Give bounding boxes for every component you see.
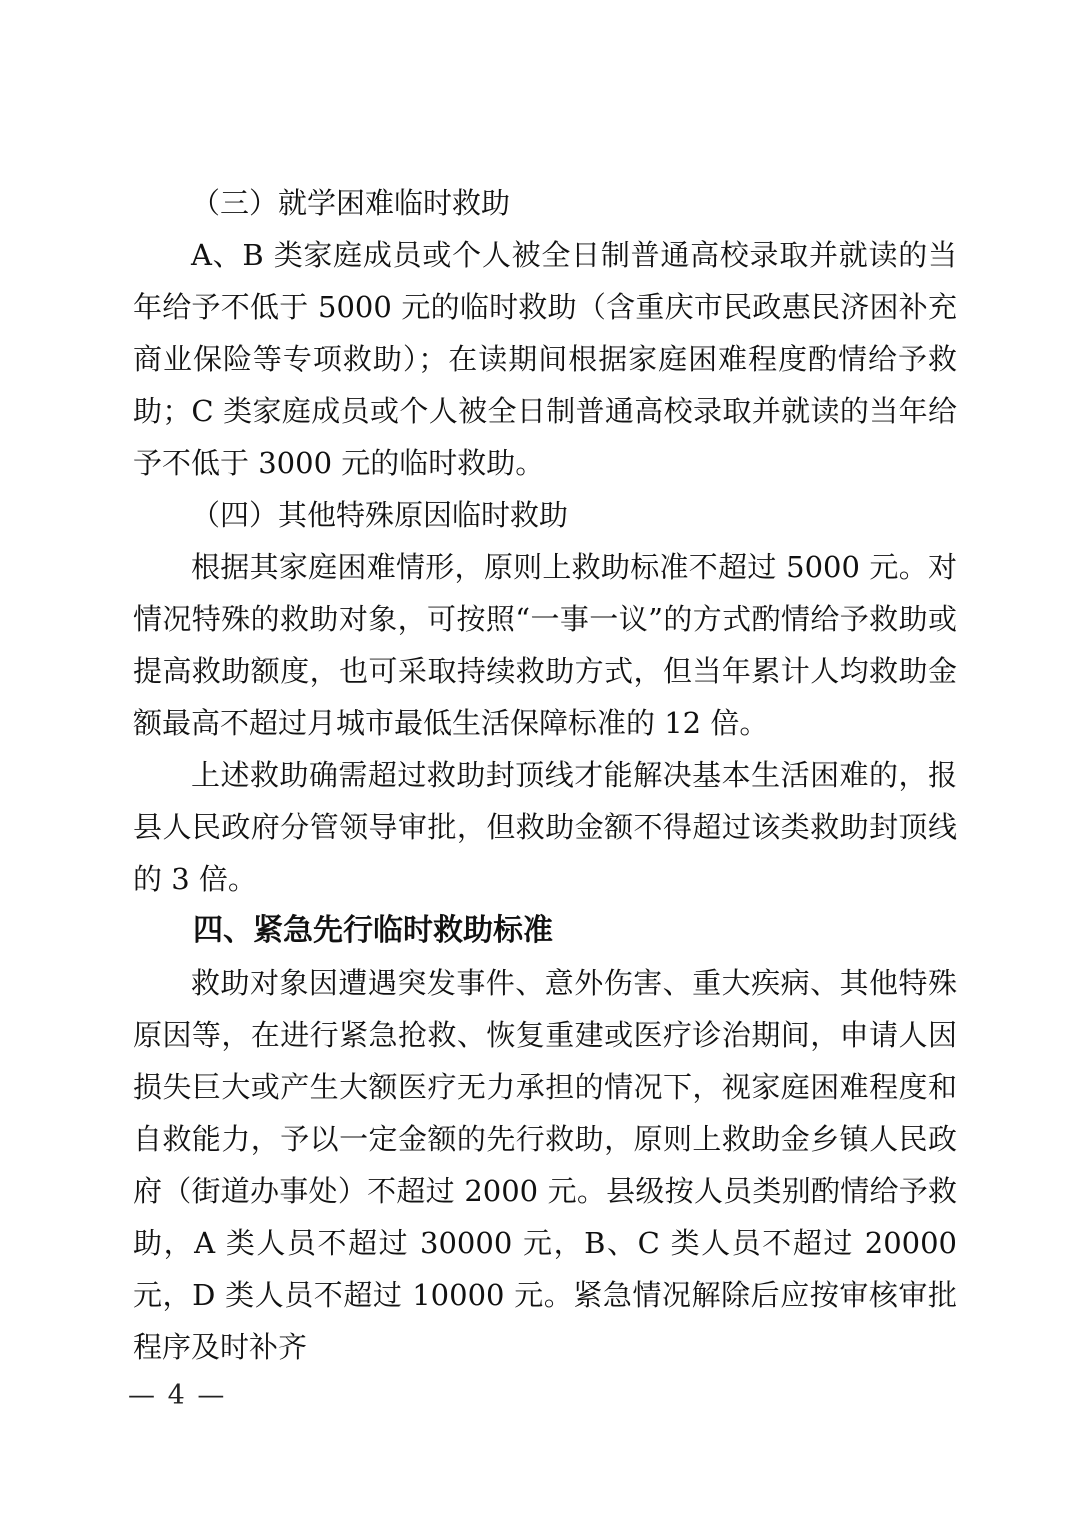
subsection-heading-education-aid: （三）就学困难临时救助 bbox=[191, 186, 511, 220]
paragraph-emergency-advance-aid-standards: 救助对象因遭遇突发事件、意外伤害、重大疾病、其他特殊原因等，在进行紧急抢救、恢复重建或医疗诊治期间，申请人因损失巨大或产生大额医疗无力承担的情况下，视家庭困难程度和自救能力，予以一定金额的先行救助，原则上救助金乡镇人民政府（街道办事处）不超过 2000 元。县级按人员类别酌情给予救助，A 类人员不超过 30000 元，B、C 类人员不超过 20000 元，D 类人员不超过 10000 元。紧急情况解除后应按审核审批程序及时补齐 bbox=[133, 966, 957, 1364]
section-heading-emergency-advance-aid: 四、紧急先行临时救助标准 bbox=[193, 913, 553, 948]
paragraph-cap-line-exception: 上述救助确需超过救助封顶线才能解决基本生活困难的，报县人民政府分管领导审批，但救助金额不得超过该类救助封顶线的 3 倍。 bbox=[133, 758, 957, 896]
paragraph-education-aid-standards: A、B 类家庭成员或个人被全日制普通高校录取并就读的当年给予不低于 5000 元的临时救助（含重庆市民政惠民济困补充商业保险等专项救助）；在读期间根据家庭困难程度酌情给予救助；C 类家庭成员或个人被全日制普通高校录取并就读的当年给予不低于 3000 元的临时救助。 bbox=[133, 238, 957, 480]
subsection-heading-other-special-causes: （四）其他特殊原因临时救助 bbox=[191, 498, 569, 532]
document-body bbox=[133, 177, 957, 1373]
paragraph-other-special-causes-standards: 根据其家庭困难情形，原则上救助标准不超过 5000 元。对情况特殊的救助对象，可按照“一事一议”的方式酌情给予救助或提高救助额度，也可采取持续救助方式，但当年累计人均救助金额最高不超过月城市最低生活保障标准的 12 倍。 bbox=[133, 550, 957, 740]
page-number: — 4 — bbox=[128, 1380, 227, 1411]
